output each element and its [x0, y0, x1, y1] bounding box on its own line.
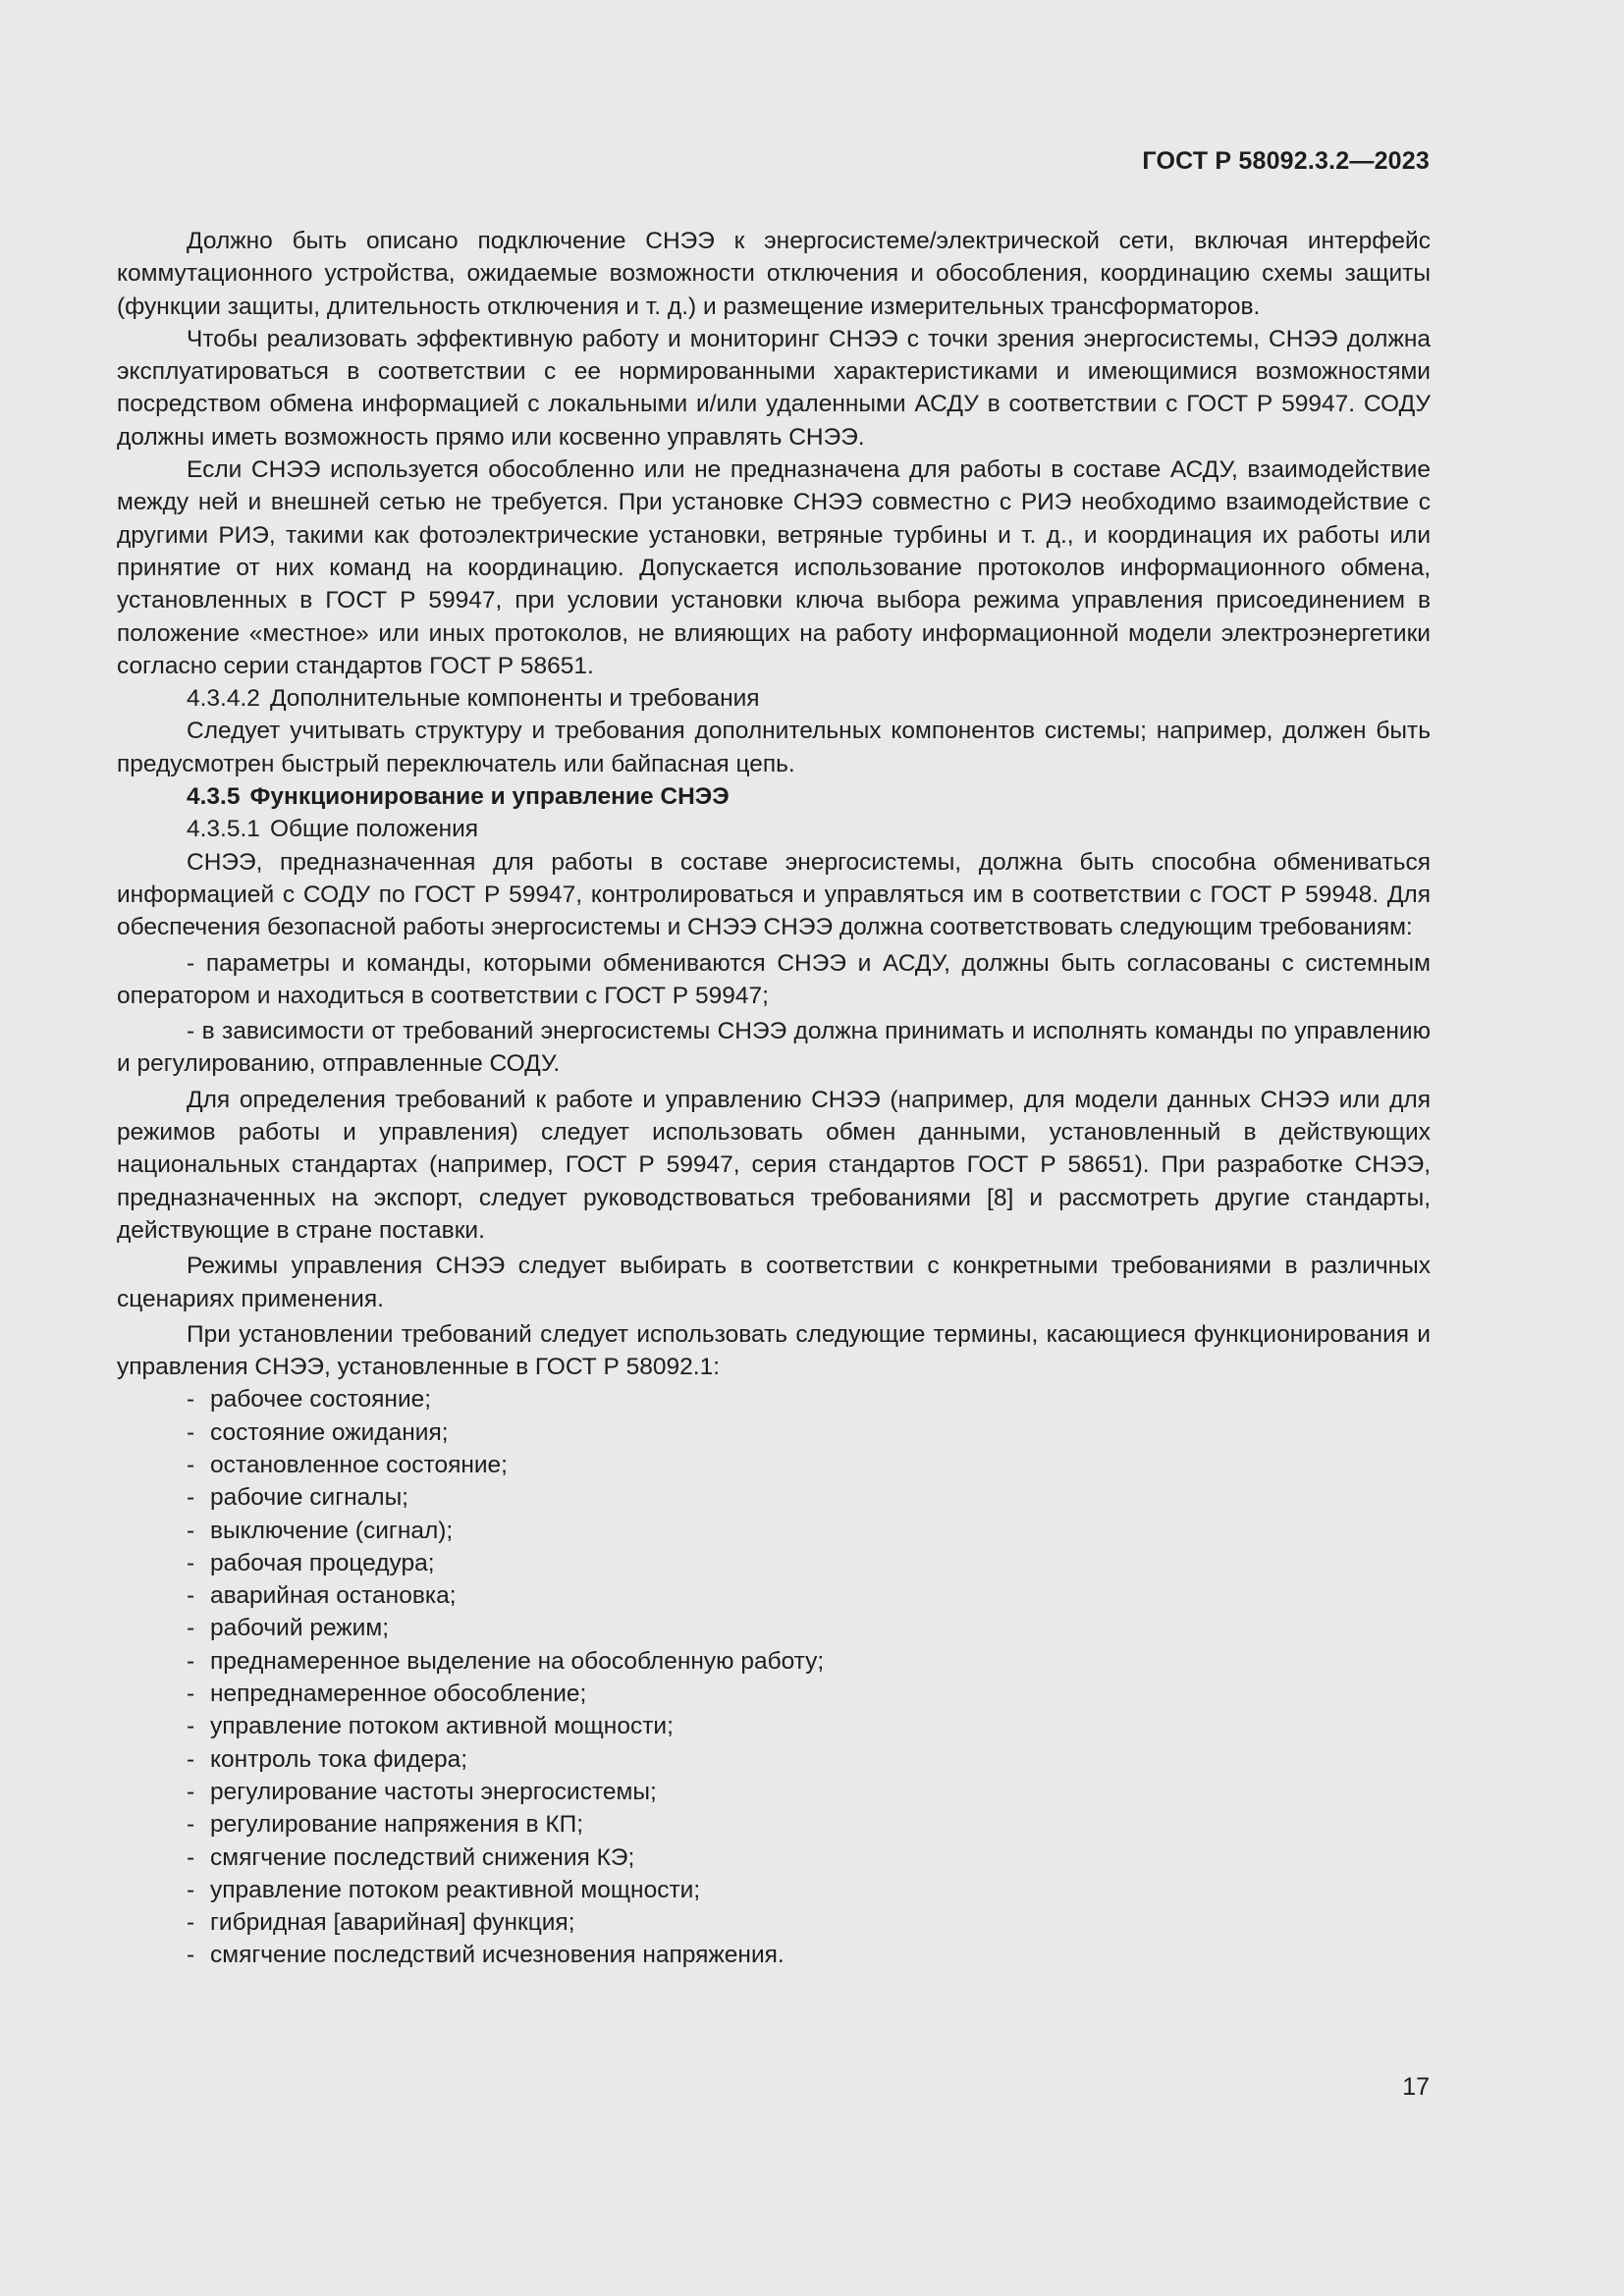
term-text: гибридная [аварийная] функция; — [210, 1909, 575, 1937]
list-dash: - — [187, 1681, 195, 1708]
list-item — [187, 1481, 1431, 1514]
term-text: рабочий режим; — [210, 1615, 390, 1642]
section-number: 4.3.4.2 — [187, 685, 260, 713]
list-item — [187, 1874, 1431, 1906]
term-text: аварийная остановка; — [210, 1582, 457, 1610]
list-item — [187, 1383, 1431, 1415]
paragraph: Следует учитывать структуру и требования дополнительных компонентов системы; например, должен быть предусмотрен быстрый переключатель или байпасная цепь. — [117, 718, 1431, 777]
list-item — [187, 1939, 1431, 1971]
requirement-text: параметры и команды, которыми обмениваются СНЭЭ и АСДУ, должны быть согласованы с системным оператором и находиться в соответствии с ГОСТ Р 59947; — [117, 949, 1431, 1009]
term-text: рабочие сигналы; — [210, 1484, 408, 1512]
list-dash: - — [187, 949, 195, 977]
term-text: рабочее состояние; — [210, 1386, 432, 1414]
paragraph: Чтобы реализовать эффективную работу и мониторинг СНЭЭ с точки зрения энергосистемы, СНЭЭ должна эксплуатироваться в соответствии с ее нормированными характеристиками и имеющимися возможностями посредством обмена информацией с локальными и/или удаленными АСДУ в соответствии с ГОСТ Р 59947. СОДУ должны иметь возможность прямо или косвенно управлять СНЭЭ. — [117, 325, 1431, 451]
document-body — [117, 225, 1431, 1972]
list-dash: - — [187, 1843, 195, 1871]
term-text: состояние ожидания; — [210, 1418, 449, 1446]
section-title: Функционирование и управление СНЭЭ — [249, 783, 730, 811]
list-dash: - — [187, 1451, 195, 1478]
list-item — [187, 1906, 1431, 1939]
term-text: смягчение последствий снижения КЭ; — [210, 1843, 635, 1871]
paragraph: Режимы управления СНЭЭ следует выбирать в соответствии с конкретными требованиями в различных сценариях применения. — [117, 1253, 1431, 1312]
list-item — [187, 1612, 1431, 1644]
paragraph: СНЭЭ, предназначенная для работы в составе энергосистемы, должна быть способна обмениваться информацией с СОДУ по ГОСТ Р 59947, контролироваться и управляться им в соответствии с ГОСТ Р 59948. Для обеспечения безопасной работы энергосистемы и СНЭЭ СНЭЭ должна соответствовать следующим требованиям: — [117, 848, 1431, 941]
list-dash: - — [187, 1778, 195, 1805]
list-dash: - — [187, 1549, 195, 1576]
list-item — [187, 1808, 1431, 1841]
list-dash: - — [187, 1018, 195, 1045]
list-dash: - — [187, 1811, 195, 1839]
list-item — [187, 1842, 1431, 1874]
term-text: управление потоком реактивной мощности; — [210, 1876, 701, 1903]
section-title: Дополнительные компоненты и требования — [269, 685, 760, 713]
list-dash: - — [187, 1647, 195, 1675]
list-item — [187, 1515, 1431, 1547]
list-item — [187, 1449, 1431, 1481]
term-text: преднамеренное выделение на обособленную работу; — [210, 1647, 825, 1675]
paragraph: Для определения требований к работе и управлению СНЭЭ (например, для модели данных СНЭЭ или для режимов работы и управления) следует использовать обмен данными, установленный в действующих национальных стандартах (например, ГОСТ Р 59947, серия стандартов ГОСТ Р 58651). При разработке СНЭЭ, предназначенных на экспорт, следует руководствоваться требованиями [8] и рассмотреть другие стандарты, действующие в стране поставки. — [117, 1086, 1431, 1244]
term-text: регулирование частоты энергосистемы; — [210, 1778, 657, 1805]
list-item — [187, 1710, 1431, 1742]
term-text: непреднамеренное обособление; — [210, 1681, 587, 1708]
page-number: 17 — [1402, 2073, 1430, 2101]
term-text: управление потоком активной мощности; — [210, 1713, 674, 1740]
term-text: регулирование напряжения в КП; — [210, 1811, 584, 1839]
list-dash: - — [187, 1713, 195, 1740]
term-text: остановленное состояние; — [210, 1451, 508, 1478]
term-text: выключение (сигнал); — [210, 1517, 454, 1544]
term-text: контроль тока фидера; — [210, 1745, 468, 1773]
list-item — [187, 1678, 1431, 1710]
terms-list — [117, 1383, 1431, 1971]
paragraph: При установлении требований следует использовать следующие термины, касающиеся функционирования и управления СНЭЭ, установленные в ГОСТ Р 58092.1: — [117, 1320, 1431, 1381]
list-item — [187, 1645, 1431, 1678]
list-item — [187, 1416, 1431, 1449]
requirement-item — [117, 1015, 1431, 1081]
list-dash: - — [187, 1745, 195, 1773]
list-item — [187, 1776, 1431, 1808]
paragraph: Должно быть описано подключение СНЭЭ к энергосистеме/электрической сети, включая интерфейс коммутационного устройства, ожидаемые возможности отключения и обособления, координацию схемы защиты (функции защиты, длительность отключения и т. д.) и размещение измерительных трансформаторов. — [117, 228, 1431, 320]
section-heading-4-3-5 — [117, 780, 1431, 813]
list-dash: - — [187, 1386, 195, 1414]
list-item — [187, 1547, 1431, 1579]
list-dash: - — [187, 1942, 195, 1969]
list-item — [187, 1579, 1431, 1612]
document-header: ГОСТ Р 58092.3.2—2023 — [1142, 147, 1430, 175]
requirement-item — [117, 947, 1431, 1013]
list-dash: - — [187, 1484, 195, 1512]
section-heading-4-3-4-2 — [117, 682, 1431, 715]
list-item — [187, 1743, 1431, 1776]
term-text: рабочая процедура; — [210, 1549, 435, 1576]
list-dash: - — [187, 1909, 195, 1937]
list-dash: - — [187, 1517, 195, 1544]
section-number: 4.3.5.1 — [187, 816, 260, 843]
list-dash: - — [187, 1418, 195, 1446]
paragraph: Если СНЭЭ используется обособленно или не предназначена для работы в составе АСДУ, взаимодействие между ней и внешней сетью не требуется. При установке СНЭЭ совместно с РИЭ необходимо взаимодействие с другими РИЭ, такими как фотоэлектрические установки, ветряные турбины и т. д., и координация их работы или принятие от них команд на координацию. Допускается использование протоколов информационного обмена, установленных в ГОСТ Р 59947, при условии установки ключа выбора режима управления присоединением в положение «местное» или иных протоколов, не влияющих на работу информационной модели электроэнергетики согласно серии стандартов ГОСТ Р 58651. — [117, 456, 1431, 679]
section-heading-4-3-5-1 — [117, 813, 1431, 845]
list-dash: - — [187, 1582, 195, 1610]
list-dash: - — [187, 1615, 195, 1642]
requirement-text: в зависимости от требований энергосистемы СНЭЭ должна принимать и исполнять команды по управлению и регулированию, отправленные СОДУ. — [117, 1018, 1431, 1078]
section-number: 4.3.5 — [187, 783, 241, 811]
list-dash: - — [187, 1876, 195, 1903]
section-title: Общие положения — [269, 816, 479, 843]
term-text: смягчение последствий исчезновения напряжения. — [210, 1942, 785, 1969]
